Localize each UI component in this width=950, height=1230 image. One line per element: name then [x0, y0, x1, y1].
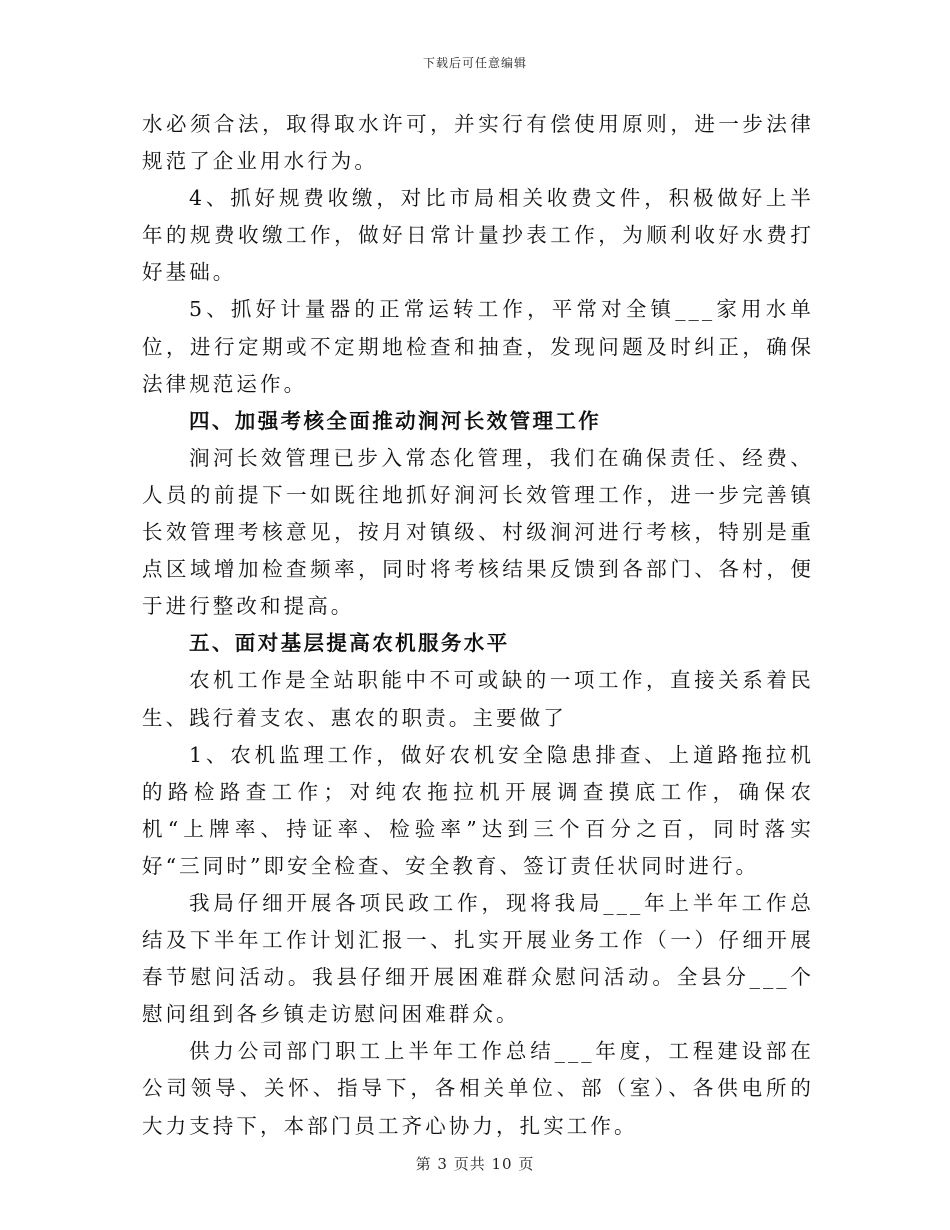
section-heading-5: 五、面对基层提高农机服务水平	[189, 631, 510, 656]
paragraph-river-management: 涧河长效管理已步入常态化管理，我们在确保责任、经费、人员的前提下一如既往地抓好涧河长效管理工作，进一步完善镇长效管理考核意见，按月对镇级、村级涧河进行考核，特别是重点区域增加检查频率，同时将考核结果反馈到各部门、各村，便于进行整改和提高。	[142, 445, 814, 619]
paragraph-civil-affairs: 我局仔细开展各项民政工作，现将我局___年上半年工作总结及下半年工作计划汇报一、扎实开展业务工作（一）仔细开展春节慰问活动。我县仔细开展困难群众慰问活动。全县分___个慰问组到各乡镇走访慰问困难群众。	[142, 890, 814, 1027]
paragraph-agri-machinery-intro: 农机工作是全站职能中不可或缺的一项工作，直接关系着民生、践行着支农、惠农的职责。主要做了	[142, 668, 814, 730]
paragraph-machinery-supervision: 1、农机监理工作，做好农机安全隐患排查、上道路拖拉机的路检路查工作；对纯农拖拉机开展调查摸底工作，确保农机“上牌率、持证率、检验率”达到三个百分之百，同时落实好“三同时”即安全检查、安全教育、签订责任状同时进行。	[142, 742, 814, 878]
paragraph-fee-collection: 4、抓好规费收缴，对比市局相关收费文件，积极做好上半年的规费收缴工作，做好日常计量抄表工作，为顺利收好水费打好基础。	[142, 186, 814, 285]
paragraph-meter-operation: 5、抓好计量器的正常运转工作，平常对全镇___家用水单位，进行定期或不定期地检查和抽查，发现问题及时纠正，确保法律规范运作。	[142, 297, 814, 396]
paragraph-power-company: 供力公司部门职工上半年工作总结___年度，工程建设部在公司领导、关怀、指导下，各相关单位、部（室）、各供电所的大力支持下，本部门员工齐心协力，扎实工作。	[142, 1039, 814, 1138]
document-body	[142, 106, 814, 1145]
paragraph-water-permit: 水必须合法，取得取水许可，并实行有偿使用原则，进一步法律规范了企业用水行为。	[142, 112, 814, 174]
page-number: 第 3 页共 10 页	[415, 1155, 535, 1173]
section-heading-4: 四、加强考核全面推动涧河长效管理工作	[189, 408, 602, 433]
page-header: 下载后可任意编辑	[422, 56, 527, 70]
